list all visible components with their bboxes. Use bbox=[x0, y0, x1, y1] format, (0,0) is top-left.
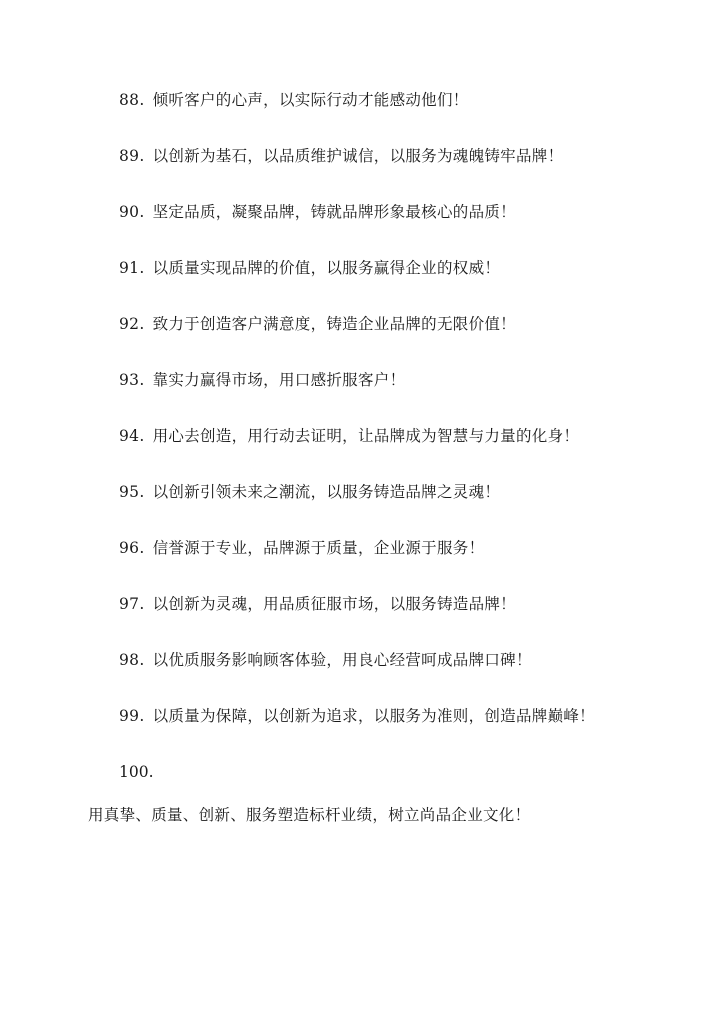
item-number: 100. bbox=[119, 763, 154, 781]
list-item bbox=[119, 202, 516, 222]
list-item bbox=[119, 314, 516, 334]
item-number: 93. bbox=[119, 371, 145, 389]
item-number: 89. bbox=[119, 147, 145, 165]
item-text: 用真挚、质量、创新、服务塑造标杆业绩，树立尚品企业文化！ bbox=[88, 806, 531, 824]
item-text: 信誉源于专业，品牌源于质量，企业源于服务！ bbox=[152, 539, 485, 557]
item-text: 以创新为基石，以品质维护诚信，以服务为魂魄铸牢品牌！ bbox=[152, 147, 564, 165]
list-item bbox=[119, 146, 563, 166]
item-text: 以创新为灵魂，用品质征服市场，以服务铸造品牌！ bbox=[152, 595, 516, 613]
item-number: 91. bbox=[119, 259, 145, 277]
item-number: 96. bbox=[119, 539, 145, 557]
item-text: 以质量为保障，以创新为追求，以服务为准则，创造品牌巅峰！ bbox=[152, 707, 595, 725]
item-number: 97. bbox=[119, 595, 145, 613]
list-item bbox=[119, 538, 484, 558]
item-number: 95. bbox=[119, 483, 145, 501]
list-item bbox=[119, 426, 579, 446]
item-text: 以质量实现品牌的价值，以服务赢得企业的权威！ bbox=[152, 259, 501, 277]
item-text: 以创新引领未来之潮流，以服务铸造品牌之灵魂！ bbox=[152, 483, 501, 501]
item-number: 92. bbox=[119, 315, 145, 333]
list-item bbox=[119, 482, 500, 502]
item-number: 90. bbox=[119, 203, 145, 221]
list-item bbox=[119, 706, 595, 726]
list-item bbox=[119, 258, 500, 278]
item-number: 99. bbox=[119, 707, 145, 725]
list-item bbox=[119, 370, 405, 390]
item-text: 倾听客户的心声，以实际行动才能感动他们！ bbox=[152, 91, 469, 109]
list-item bbox=[119, 594, 516, 614]
item-number: 88. bbox=[119, 91, 145, 109]
item-text: 以优质服务影响顾客体验，用良心经营呵成品牌口碑！ bbox=[152, 651, 532, 669]
item-text: 坚定品质，凝聚品牌，铸就品牌形象最核心的品质！ bbox=[152, 203, 516, 221]
item-text: 致力于创造客户满意度，铸造企业品牌的无限价值！ bbox=[152, 315, 516, 333]
item-text: 用心去创造，用行动去证明，让品牌成为智慧与力量的化身！ bbox=[152, 427, 580, 445]
item-number: 94. bbox=[119, 427, 145, 445]
item-text: 靠实力赢得市场，用口感折服客户！ bbox=[152, 371, 406, 389]
list-item bbox=[119, 650, 532, 670]
list-item bbox=[119, 90, 469, 110]
item-number: 98. bbox=[119, 651, 145, 669]
